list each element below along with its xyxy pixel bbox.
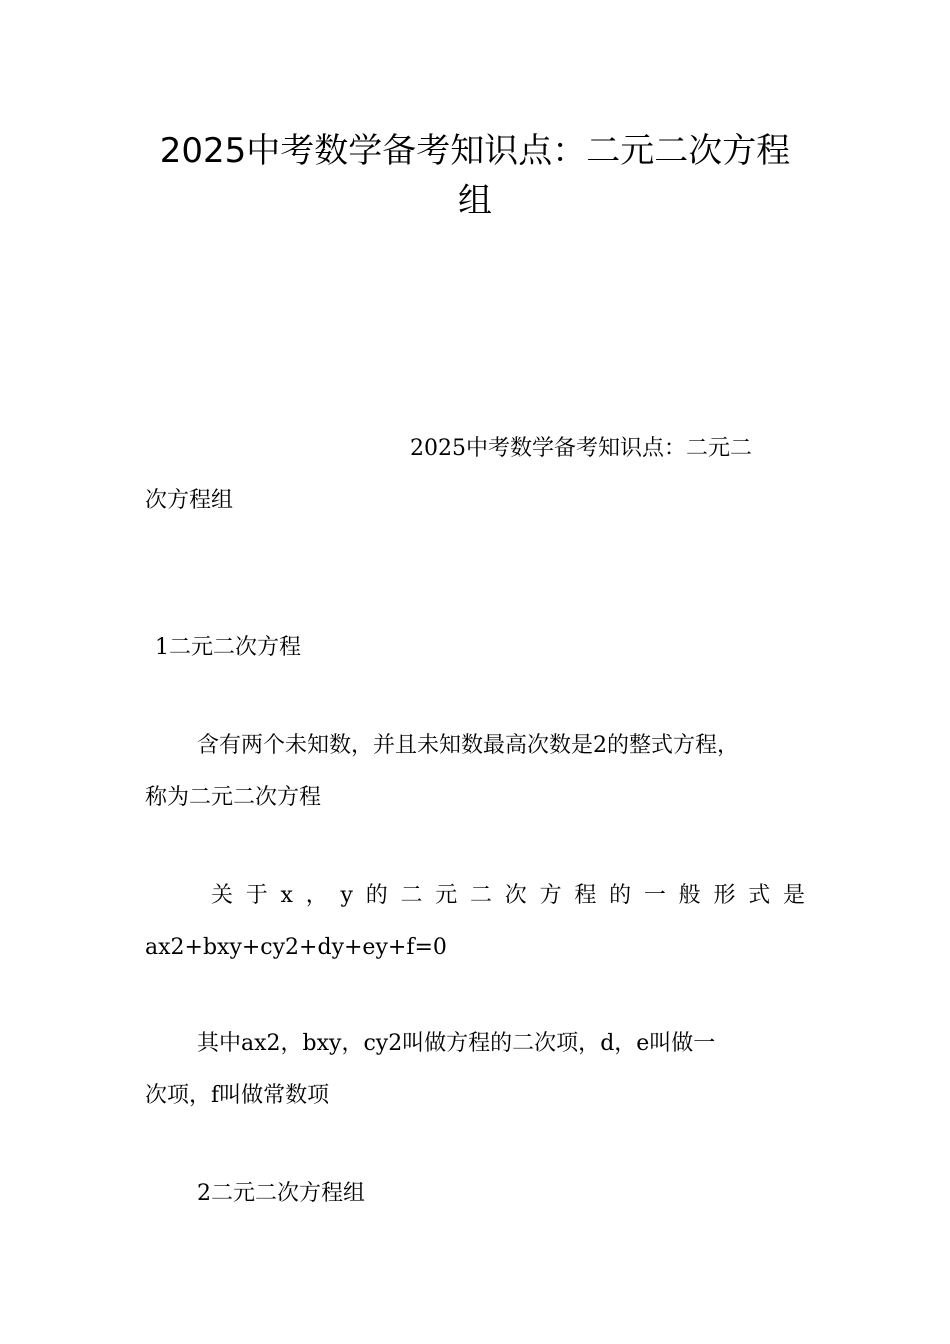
definition-line-1: 含有两个未知数，并且未知数最高次数是2的整式方程，: [197, 733, 739, 758]
subtitle-line-2: 次方程组: [145, 488, 234, 513]
terms-paragraph: [145, 1018, 807, 1122]
section-1-heading-text: 1二元二次方程: [155, 635, 301, 660]
general-form-paragraph: [145, 870, 807, 974]
section-1-heading: [145, 622, 807, 674]
terms-line-2: 次项，f叫做常数项: [145, 1083, 330, 1108]
subtitle-paragraph: [145, 423, 807, 527]
page-title-line-2: 组: [458, 181, 492, 221]
definition-line-2: 称为二元二次方程: [145, 785, 322, 810]
general-form-equation: ax2+bxy+cy2+dy+ey+f=0: [145, 935, 447, 960]
section-2-heading: [145, 1168, 807, 1220]
definition-paragraph: [145, 720, 807, 824]
general-form-line-1: 关于x，y的二元二次方程的一般形式是: [211, 883, 807, 908]
page-title-line-1: 2025中考数学备考知识点：二元二次方程: [159, 131, 791, 171]
subtitle-line-1: 2025中考数学备考知识点：二元二: [410, 436, 752, 461]
section-2-heading-text: 2二元二次方程组: [197, 1181, 365, 1206]
terms-line-1: 其中ax2，bxy，cy2叫做方程的二次项，d，e叫做一: [197, 1031, 716, 1056]
page-title: [120, 126, 830, 226]
